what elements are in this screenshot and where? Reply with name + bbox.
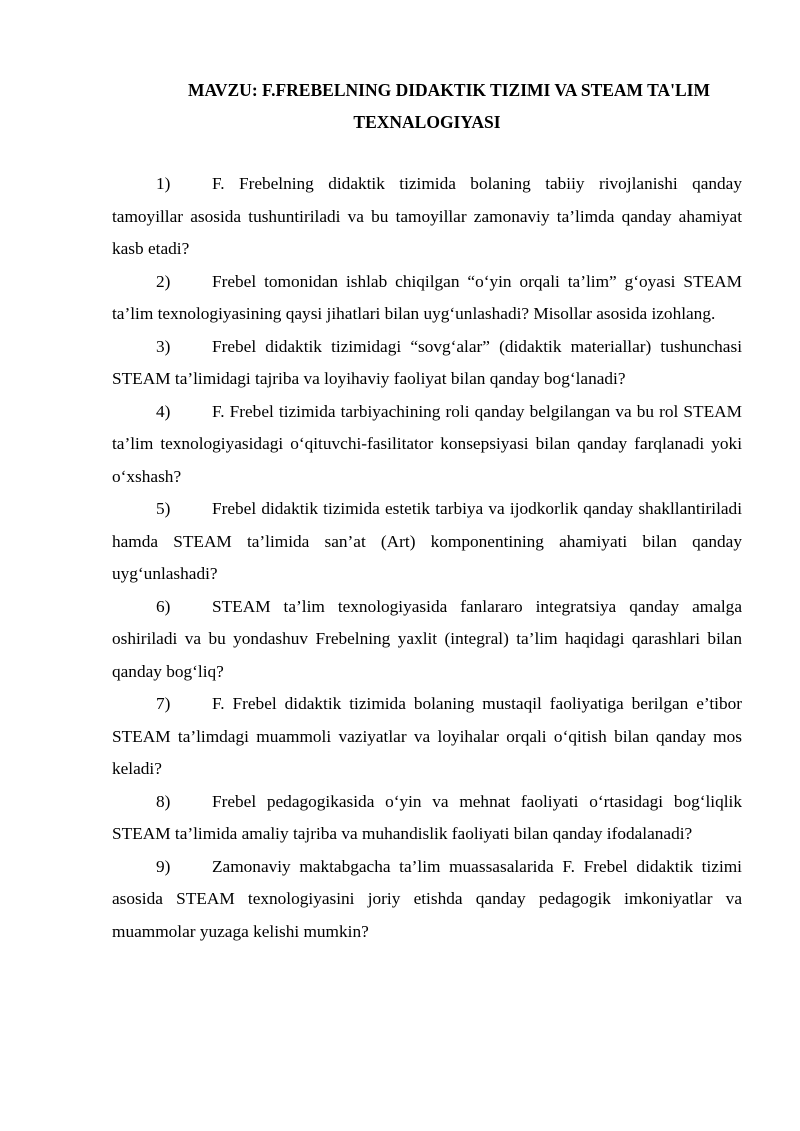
question-item bbox=[112, 331, 742, 396]
question-text: F. Frebelning didaktik tizimida bolaning tabiiy rivojlanishi qanday tamoyillar asosida tushuntiriladi va bu tamoyillar zamonaviy ta’limda qanday ahamiyat kasb etadi? bbox=[112, 174, 742, 258]
document-title bbox=[112, 74, 742, 138]
question-text: Frebel tomonidan ishlab chiqilgan “o‘yin orqali ta’lim” g‘oyasi STEAM ta’lim texnologiyasining qaysi jihatlari bilan uyg‘unlashadi? Misollar asosida izohlang. bbox=[112, 271, 742, 323]
question-item bbox=[112, 591, 742, 689]
question-number: 8) bbox=[156, 791, 171, 811]
question-text: Frebel didaktik tizimida estetik tarbiya va ijodkorlik qanday shakllantiriladi hamda STEAM ta’limida san’at (Art) komponentining ahamiyati bilan qanday uyg‘unlashadi? bbox=[112, 499, 742, 583]
question-number: 9) bbox=[156, 856, 171, 876]
question-text: Frebel pedagogikasida o‘yin va mehnat faoliyati o‘rtasidagi bog‘liqlik STEAM ta’limida amaliy tajriba va muhandislik faoliyati bilan qanday ifodalanadi? bbox=[112, 791, 742, 843]
question-number: 5) bbox=[156, 499, 171, 518]
question-text: Frebel didaktik tizimidagi “sovg‘alar” (didaktik materiallar) tushunchasi STEAM ta’limidagi tajriba va loyihaviy faoliyat bilan qanday bog‘lanadi? bbox=[112, 336, 742, 388]
question-number: 3) bbox=[156, 336, 171, 356]
question-number: 7) bbox=[156, 694, 171, 713]
question-number: 2) bbox=[156, 271, 171, 291]
question-item bbox=[112, 493, 742, 591]
question-text: F. Frebel tizimida tarbiyachining roli qanday belgilangan va bu rol STEAM ta’lim texnologiyasidagi o‘qituvchi-fasilitator konsepsiyasi bilan qanday farqlanadi yoki o‘xshash? bbox=[112, 401, 742, 486]
title-line-2: TEXNALOGIYASI bbox=[353, 112, 501, 132]
question-number: 1) bbox=[156, 174, 171, 193]
question-text: STEAM ta’lim texnologiyasida fanlararo integratsiya qanday amalga oshiriladi va bu yondashuv Frebelning yaxlit (integral) ta’lim haqidagi qarashlari bilan qanday bog‘liq? bbox=[112, 596, 742, 681]
question-text: Zamonaviy maktabgacha ta’lim muassasalarida F. Frebel didaktik tizimi asosida STEAM texnologiyasini joriy etishda qanday pedagogik imkoniyatlar va muammolar yuzaga kelishi mumkin? bbox=[112, 856, 742, 941]
question-item bbox=[112, 786, 742, 851]
question-item bbox=[112, 266, 742, 331]
question-item bbox=[112, 168, 742, 266]
question-item bbox=[112, 396, 742, 494]
question-item bbox=[112, 851, 742, 949]
question-number: 6) bbox=[156, 596, 171, 616]
question-item bbox=[112, 688, 742, 786]
question-text: F. Frebel didaktik tizimida bolaning mustaqil faoliyatiga berilgan e’tibor STEAM ta’limdagi muammoli vaziyatlar va loyihalar orqali o‘qitish bilan qanday mos keladi? bbox=[112, 694, 742, 778]
question-number: 4) bbox=[156, 401, 171, 421]
question-list bbox=[112, 168, 742, 948]
title-line-1: MAVZU: F.FREBELNING DIDAKTIK TIZIMI VA STEAM TA'LIM bbox=[187, 80, 711, 100]
